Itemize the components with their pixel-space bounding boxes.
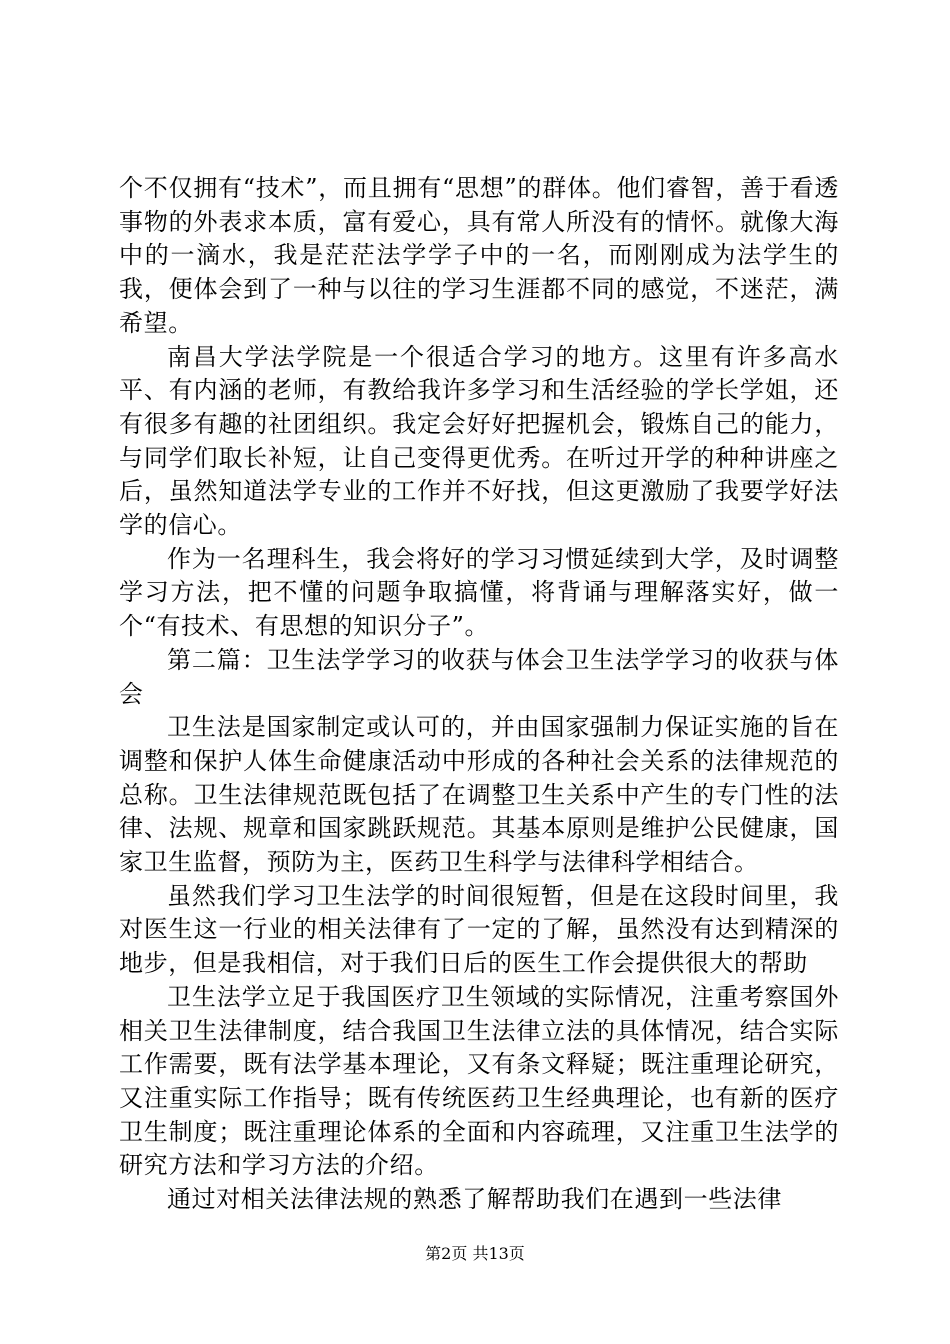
document-body (119, 172, 839, 1217)
paragraph-7: 通过对相关法律法规的熟悉了解帮助我们在遇到一些法律 (167, 1185, 782, 1214)
paragraph-4: 卫生法是国家制定或认可的，并由国家强制力保证实施的旨在调整和保护人体生命健康活动中形成的各种社会关系的法律规范的总称。卫生法律规范既包括了在调整卫生关系中产生的专门性的法律、法规、规章和国家跳跃规范。其基本原则是维护公民健康，国家卫生监督，预防为主，医药卫生科学与法律科学相结合。 (119, 713, 839, 877)
paragraph-5: 虽然我们学习卫生法学的时间很短暂，但是在这段时间里，我对医生这一行业的相关法律有了一定的了解，虽然没有达到精深的地步，但是我相信，对于我们日后的医生工作会提供很大的帮助 (119, 881, 839, 978)
paragraph-1: 个不仅拥有“技术”，而且拥有“思想”的群体。他们睿智，善于看透事物的外表求本质，富有爱心，具有常人所没有的情怀。就像大海中的一滴水，我是茫茫法学学子中的一名，而刚刚成为法学生的我，便体会到了一种与以往的学习生涯都不同的感觉，不迷茫，满希望。 (119, 174, 839, 337)
page-number-footer: 第2页 共13页 (425, 1244, 525, 1263)
paragraph-3: 作为一名理科生，我会将好的学习习惯延续到大学，及时调整学习方法，把不懂的问题争取搞懂，将背诵与理解落实好，做一个“有技术、有思想的知识分子”。 (119, 544, 839, 641)
section-heading: 第二篇：卫生法学学习的收获与体会卫生法学学习的收获与体会 (119, 645, 839, 708)
paragraph-6: 卫生法学立足于我国医疗卫生领域的实际情况，注重考察国外相关卫生法律制度，结合我国卫生法律立法的具体情况，结合实际工作需要，既有法学基本理论，又有条文释疑；既注重理论研究，又注重实际工作指导；既有传统医药卫生经典理论，也有新的医疗卫生制度；既注重理论体系的全面和内容疏理，又注重卫生法学的研究方法和学习方法的介绍。 (119, 982, 839, 1180)
paragraph-2: 南昌大学法学院是一个很适合学习的地方。这里有许多高水平、有内涵的老师，有教给我许多学习和生活经验的学长学姐，还有很多有趣的社团组织。我定会好好把握机会，锻炼自己的能力，与同学们取长补短，让自己变得更优秀。在听过开学的种种讲座之后，虽然知道法学专业的工作并不好找，但这更激励了我要学好法学的信心。 (119, 342, 839, 540)
